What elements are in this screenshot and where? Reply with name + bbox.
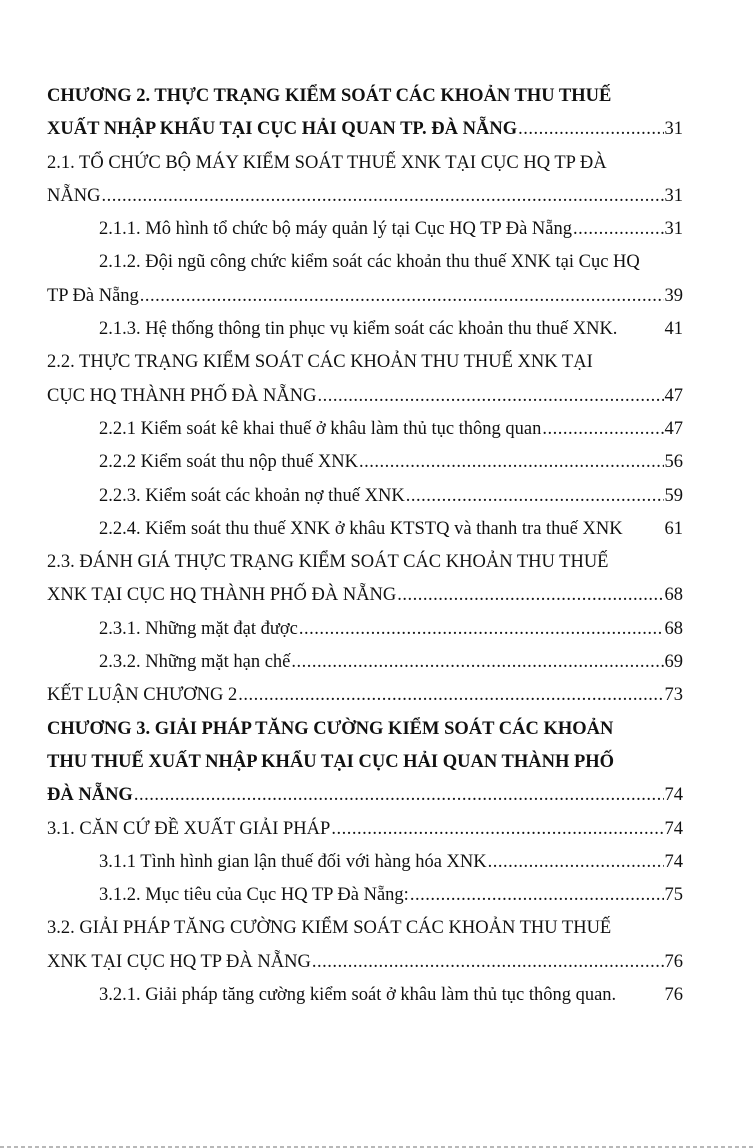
toc-entry-text: XUẤT NHẬP KHẨU TẠI CỤC HẢI QUAN TP. ĐÀ NẴNG: [47, 119, 518, 140]
toc-entry-line: [47, 879, 683, 912]
toc-entry-text: 2.1. TỔ CHỨC BỘ MÁY KIỂM SOÁT THUẾ XNK TẠI CỤC HQ TP ĐÀ: [47, 152, 607, 173]
toc-entry-line: [47, 246, 683, 279]
dot-leader: [410, 879, 664, 912]
toc-entry-line: [47, 147, 683, 180]
dot-leader: [573, 213, 664, 246]
dot-leader: [134, 779, 664, 812]
toc-entry-text: 2.3. ĐÁNH GIÁ THỰC TRẠNG KIỂM SOÁT CÁC KHOẢN THU THUẾ: [47, 552, 609, 573]
toc-entry-text: THU THUẾ XUẤT NHẬP KHẨU TẠI CỤC HẢI QUAN THÀNH PHỐ: [47, 751, 615, 772]
toc-entry-line: [47, 446, 683, 479]
toc-entry-text: ĐÀ NẴNG: [47, 785, 133, 806]
toc-entry-s2-2-3[interactable]: [47, 480, 683, 513]
toc-entry-text: 3.1. CĂN CỨ ĐỀ XUẤT GIẢI PHÁP: [47, 818, 331, 839]
toc-entry-line: [47, 280, 683, 313]
dot-leader: [488, 846, 664, 879]
toc-entry-line: [47, 846, 683, 879]
toc-entry-line: [47, 779, 683, 812]
toc-entry-line: [47, 546, 683, 579]
toc-page-number: 47: [664, 385, 683, 406]
toc-page-number: 69: [664, 652, 683, 673]
toc-entry-s2-3-1[interactable]: [47, 613, 683, 646]
toc-page-number: 73: [664, 685, 683, 706]
toc-page-number: 75: [664, 885, 683, 906]
toc-entry-s2-2-1[interactable]: [47, 413, 683, 446]
toc-entry-text: 3.2.1. Giải pháp tăng cường kiểm soát ở khâu làm thủ tục thông quan.: [99, 985, 617, 1006]
toc-entry-line: [47, 213, 683, 246]
toc-entry-line: [47, 113, 683, 146]
toc-entry-text: 2.2.4. Kiểm soát thu thuế XNK ở khâu KTSTQ và thanh tra thuế XNK: [99, 518, 623, 539]
toc-entry-s2-2-4[interactable]: [47, 513, 683, 546]
toc-page-number: 74: [664, 785, 683, 806]
toc-page-number: 76: [664, 951, 683, 972]
toc-entry-s2-3-2[interactable]: [47, 646, 683, 679]
toc-entry-line: [47, 579, 683, 612]
dot-leader: [140, 280, 664, 313]
toc-entry-s3-2-1[interactable]: [47, 979, 683, 1012]
toc-entry-s2-1-3[interactable]: [47, 313, 683, 346]
toc-entry-text: KẾT LUẬN CHƯƠNG 2: [47, 685, 238, 706]
toc-page-number: 31: [664, 185, 683, 206]
toc-entry-text: 2.1.1. Mô hình tổ chức bộ máy quản lý tại Cục HQ TP Đà Nẵng: [99, 219, 572, 240]
toc-page-number: 39: [664, 285, 683, 306]
toc-entry-line: [47, 679, 683, 712]
toc-entry-ch3[interactable]: [47, 713, 683, 813]
toc-page-number: 41: [664, 319, 683, 340]
toc-entry-text: 2.3.2. Những mặt hạn chế: [99, 652, 291, 673]
toc-entry-s3-1-2[interactable]: [47, 879, 683, 912]
toc-entry-text: 2.2.3. Kiểm soát các khoản nợ thuế XNK: [99, 485, 405, 506]
toc-entry-text: 3.2. GIẢI PHÁP TĂNG CƯỜNG KIỂM SOÁT CÁC KHOẢN THU THUẾ: [47, 918, 612, 939]
dot-leader: [312, 946, 664, 979]
toc-page-number: 74: [664, 818, 683, 839]
toc-entry-line: [47, 313, 683, 346]
toc-page-number: 59: [664, 485, 683, 506]
toc-entry-text: CHƯƠNG 3. GIẢI PHÁP TĂNG CƯỜNG KIỂM SOÁT CÁC KHOẢN: [47, 718, 614, 739]
toc-entry-line: [47, 80, 683, 113]
toc-entry-text: 2.1.3. Hệ thống thông tin phục vụ kiểm soát các khoản thu thuế XNK.: [99, 319, 618, 340]
dot-leader: [359, 446, 664, 479]
toc-entry-line: [47, 613, 683, 646]
toc-entry-line: [47, 946, 683, 979]
toc-entry-s2-1[interactable]: [47, 147, 683, 214]
toc-entry-text: CHƯƠNG 2. THỰC TRẠNG KIỂM SOÁT CÁC KHOẢN THU THUẾ: [47, 86, 612, 106]
dot-leader: [238, 679, 663, 712]
toc-page-number: 47: [664, 418, 683, 439]
dot-leader: [397, 579, 663, 612]
toc-entry-s2-2-2[interactable]: [47, 446, 683, 479]
toc-entry-line: [47, 180, 683, 213]
dot-leader: [542, 413, 663, 446]
toc-entry-text: 3.1.1 Tình hình gian lận thuế đối với hàng hóa XNK: [99, 851, 487, 872]
toc-entry-text: 2.2. THỰC TRẠNG KIỂM SOÁT CÁC KHOẢN THU THUẾ XNK TẠI: [47, 352, 593, 373]
dot-leader: [406, 480, 664, 513]
dot-leader: [101, 180, 663, 213]
dot-leader: [518, 113, 663, 146]
toc-entry-line: [47, 413, 683, 446]
toc-page-number: 68: [664, 618, 683, 639]
toc-page-number: 74: [664, 851, 683, 872]
toc-entry-s3-1-1[interactable]: [47, 846, 683, 879]
toc-entry-line: [47, 713, 683, 746]
toc-entry-text: 2.2.1 Kiểm soát kê khai thuế ở khâu làm thủ tục thông quan: [99, 418, 542, 439]
toc-page-number: 61: [664, 518, 683, 539]
toc-page-number: 68: [664, 585, 683, 606]
toc-entry-line: [47, 646, 683, 679]
toc-entry-text: 2.1.2. Đội ngũ công chức kiểm soát các khoản thu thuế XNK tại Cục HQ: [99, 252, 640, 273]
dot-leader: [299, 613, 664, 646]
dot-leader: [291, 646, 663, 679]
toc-page-number: 76: [664, 985, 683, 1006]
dot-leader: [331, 813, 663, 846]
toc-entry-text: XNK TẠI CỤC HQ THÀNH PHỐ ĐÀ NẴNG: [47, 585, 397, 606]
toc-entry-text: 3.1.2. Mục tiêu của Cục HQ TP Đà Nẵng:: [99, 885, 409, 906]
toc-entry-text: TP Đà Nẵng: [47, 285, 139, 306]
toc-page-number: 56: [664, 452, 683, 473]
toc-entry-line: [47, 746, 683, 779]
toc-entry-s3-1[interactable]: [47, 813, 683, 846]
toc-entry-text: 2.3.1. Những mặt đạt được: [99, 618, 298, 639]
toc-entry-text: XNK TẠI CỤC HQ TP ĐÀ NẴNG: [47, 951, 311, 972]
toc-entry-line: [47, 513, 683, 546]
toc-entry-line: [47, 979, 683, 1012]
toc-entry-s2-2[interactable]: [47, 346, 683, 413]
toc-entry-line: [47, 912, 683, 945]
toc-page-number: 31: [664, 219, 683, 240]
toc-entry-text: 2.2.2 Kiểm soát thu nộp thuế XNK: [99, 452, 358, 473]
toc-entry-ch2[interactable]: [47, 80, 683, 147]
toc-page-number: 31: [664, 119, 683, 140]
toc-entry-line: [47, 380, 683, 413]
toc-entry-line: [47, 480, 683, 513]
toc-entry-s2-3[interactable]: [47, 546, 683, 613]
toc-entry-s3-2[interactable]: [47, 912, 683, 979]
toc-entry-s2-1-1[interactable]: [47, 213, 683, 246]
table-of-contents: [47, 80, 683, 1012]
toc-entry-kl2[interactable]: [47, 679, 683, 712]
toc-entry-line: [47, 346, 683, 379]
toc-entry-s2-1-2[interactable]: [47, 246, 683, 313]
toc-entry-text: CỤC HQ THÀNH PHỐ ĐÀ NẴNG: [47, 385, 317, 406]
dot-leader: [317, 380, 663, 413]
toc-entry-text: NẴNG: [47, 185, 101, 206]
toc-entry-line: [47, 813, 683, 846]
